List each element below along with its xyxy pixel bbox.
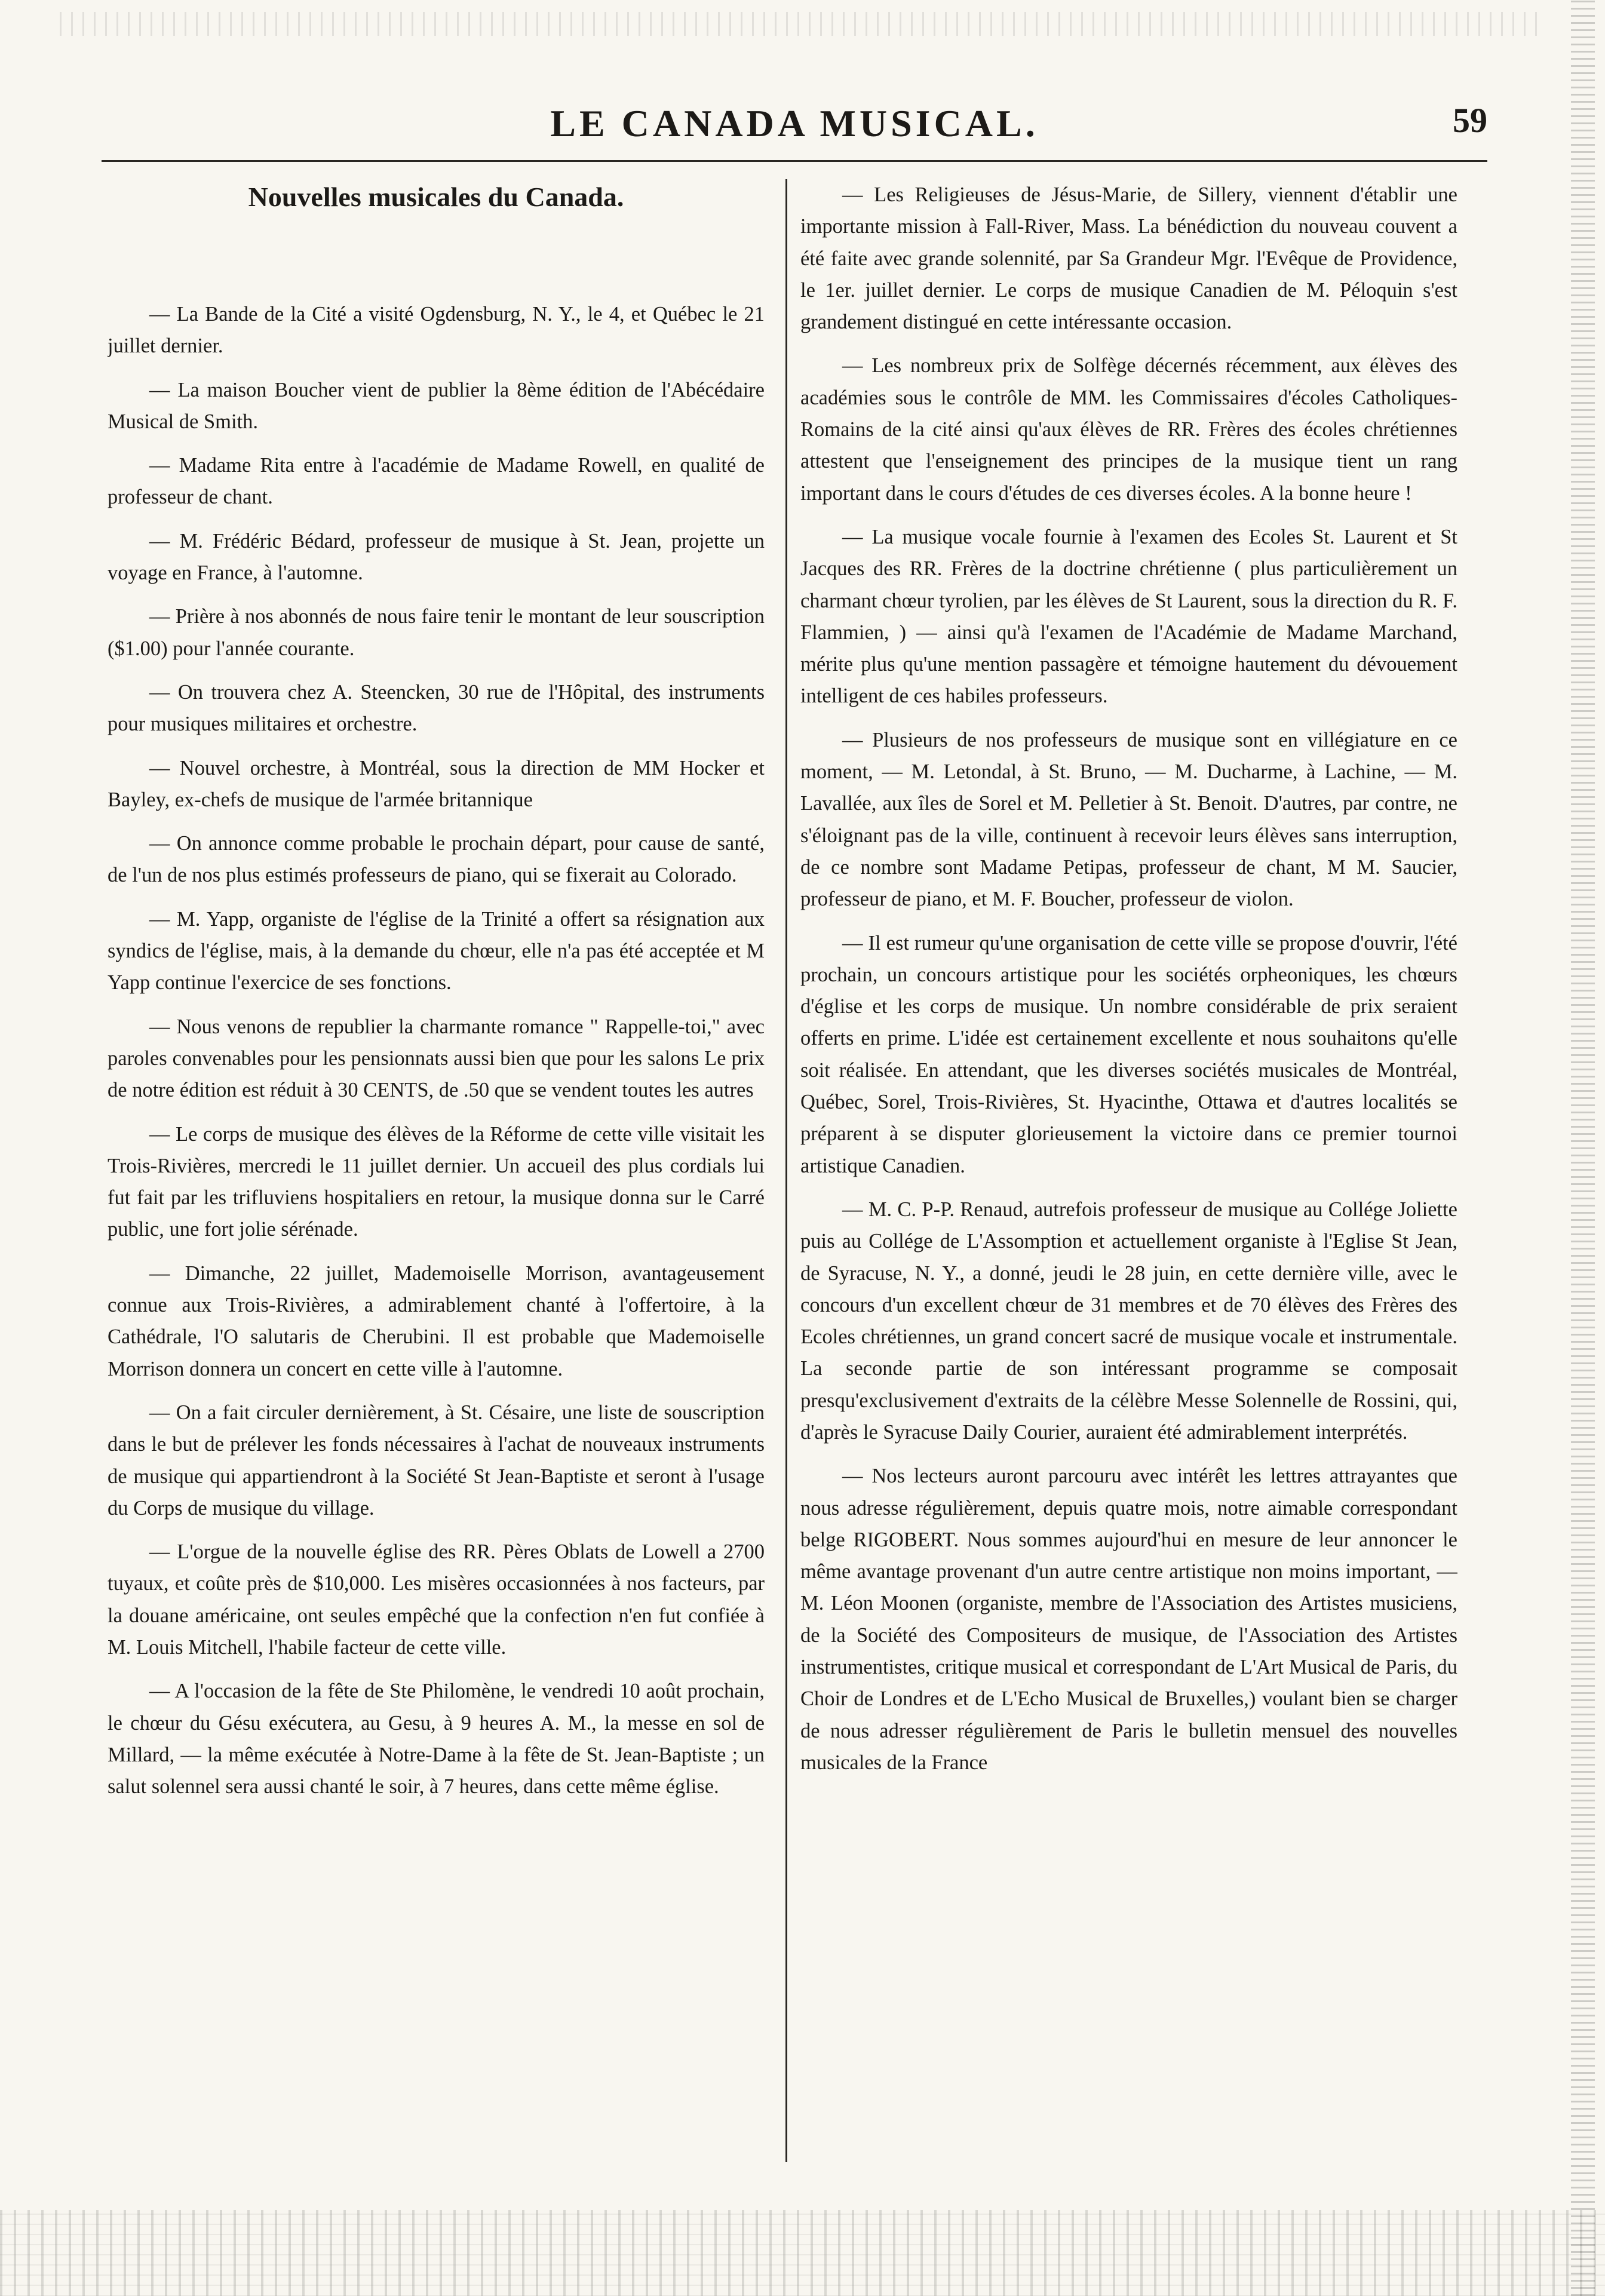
news-item: — On trouvera chez A. Steencken, 30 rue de l'Hôpital, des instruments pour musiques militaires et orchestre. — [108, 680, 765, 736]
news-item: — M. Frédéric Bédard, professeur de musique à St. Jean, projette un voyage en France, à l'automne. — [108, 529, 765, 585]
news-item: — Prière à nos abonnés de nous faire tenir le montant de leur souscription ($1.00) pour l'année courante. — [108, 605, 765, 660]
news-item: — Plusieurs de nos professeurs de musique sont en villégiature en ce moment, — M. Letondal, à St. Bruno, — M. Ducharme, à Lachine, — M. Lavallée, aux îles de Sorel et M. Pelletier à St. Benoit. D'autres, par contre, ne s'éloignant pas de la ville, continuent à recevoir leurs élèves sans interruption, de ce nombre sont Madame Petipas, professeur de chant, M M. Saucier, professeur de piano, et M. F. Boucher, professeur de violon. — [800, 728, 1457, 911]
news-item: — On a fait circuler dernièrement, à St. Césaire, une liste de souscription dans le but de prélever les fonds nécessaires à l'achat de nouveaux instruments de musique qui appartiendront à la Société St Jean-Baptiste et seront à l'usage du Corps de musique du village. — [108, 1401, 765, 1520]
column-divider — [785, 179, 787, 2162]
news-item: — La Bande de la Cité a visité Ogdensburg, N. Y., le 4, et Québec le 21 juillet dernier. — [108, 303, 765, 358]
scan-edge-right — [1571, 0, 1595, 2296]
running-title: LE CANADA MUSICAL. — [550, 102, 1039, 145]
news-item: — Nouvel orchestre, à Montréal, sous la direction de MM Hocker et Bayley, ex-chefs de musique de l'armée britannique — [108, 756, 765, 811]
section-title: Nouvelles musicales du Canada. — [248, 182, 624, 212]
news-item: — Nos lecteurs auront parcouru avec intérêt les lettres attrayantes que nous adresse régulièrement, depuis quatre mois, notre aimable correspondant belge RIGOBERT. Nous sommes aujourd'hui en mesure de leur annoncer le même avantage provenant d'un autre centre artistique non moins important, — M. Léon Moonen (organiste, membre de l'Association des Artistes musiciens, de la Société des Compositeurs de musique, de l'Association des Artistes instrumentistes, critique musical et correspondant de L'Art Musical de Paris, du Choir de Londres et de L'Echo Musical de Bruxelles,) voulant bien se charger de nous adresser régulièrement de Paris le bulletin mensuel des nouvelles musicales de la France — [800, 1465, 1457, 1774]
right-column — [800, 179, 1457, 2150]
news-item: — Madame Rita entre à l'académie de Madame Rowell, en qualité de professeur de chant. — [108, 454, 765, 509]
news-item: — Les nombreux prix de Solfège décernés récemment, aux élèves des académies sous le contrôle de MM. les Commissaires d'écoles Catholiques-Romains de la cité ainsi qu'aux élèves de RR. Frères des écoles chrétiennes attestent que l'enseignement des principes de la musique tient un rang important dans le cours d'études de ces diverses écoles. A la bonne heure ! — [800, 354, 1457, 505]
news-item: — On annonce comme probable le prochain départ, pour cause de santé, de l'un de nos plus estimés professeurs de piano, qui se fixerait au Colorado. — [108, 832, 765, 887]
scan-noise-bottom — [0, 2210, 1605, 2296]
left-column — [108, 179, 765, 2150]
news-item: — Il est rumeur qu'une organisation de cette ville se propose d'ouvrir, l'été prochain, un concours artistique pour les sociétés orpheoniques, les chœurs d'église et les corps de musique. Un nombre considérable de prix seraient offerts en prime. L'idée est certainement excellente et nous souhaitons qu'elle soit réalisée. En attendant, que les diverses sociétés musicales de Montréal, Québec, Sorel, Trois-Rivières, St. Hyacinthe, Ottawa et d'autres localités se préparent à se disputer glorieusement la victoire dans ce premier tournoi artistique Canadien. — [800, 931, 1457, 1177]
news-item: — La maison Boucher vient de publier la 8ème édition de l'Abécédaire Musical de Smith. — [108, 378, 765, 433]
news-item: — M. Yapp, organiste de l'église de la Trinité a offert sa résignation aux syndics de l'église, mais, à la demande du chœur, elle n'a pas été acceptée et M Yapp continue l'exercice de ses fonctions. — [108, 907, 765, 994]
scan-noise-top — [60, 12, 1545, 36]
news-item: — Les Religieuses de Jésus-Marie, de Sillery, viennent d'établir une importante mission à Fall-River, Mass. La bénédiction du nouveau couvent a été faite avec grande solennité, par Sa Grandeur Mgr. l'Evêque de Providence, le 1er. juillet dernier. Le corps de musique Canadien de M. Péloquin s'est grandement distingué en cette intéressante occasion. — [800, 183, 1457, 334]
news-item: — Dimanche, 22 juillet, Mademoiselle Morrison, avantageusement connue aux Trois-Rivières, a admirablement chanté à l'offertoire, à la Cathédrale, l'O salutaris de Cherubini. Il est probable que Mademoiselle Morrison donnera un concert en cette ville à l'automne. — [108, 1261, 765, 1380]
news-item: — L'orgue de la nouvelle église des RR. Pères Oblats de Lowell a 2700 tuyaux, et coûte près de $10,000. Les misères occasionnées à nos facteurs, par la douane américaine, ont seules empêché que la confection n'en fut confiée à M. Louis Mitchell, l'habile facteur de cette ville. — [108, 1540, 765, 1659]
news-item: — La musique vocale fournie à l'examen des Ecoles St. Laurent et St Jacques des RR. Frères de la doctrine chrétienne ( plus particulièrement un charmant chœur tyrolien, par les élèves de St Laurent, sous la direction du R. F. Flammien, ) — ainsi qu'à l'examen de l'Académie de Madame Marchand, mérite plus qu'une mention passagère et témoigne hautement du dévouement intelligent de ces habiles professeurs. — [800, 525, 1457, 708]
news-item: — Nous venons de republier la charmante romance " Rappelle-toi," avec paroles convenables pour les pensionnats aussi bien que pour les salons Le prix de notre édition est réduit à 30 CENTS, de .50 que se vendent toutes les autres — [108, 1015, 765, 1102]
news-item: — M. C. P-P. Renaud, autrefois professeur de musique au Collége Joliette puis au Collége de L'Assomption et actuellement organiste à l'Eglise St Jean, de Syracuse, N. Y., a donné, jeudi le 28 juin, en cette dernière ville, avec le concours d'un excellent chœur de 31 membres et de 70 élèves des Frères des Ecoles chrétiennes, un grand concert sacré de musique vocale et instrumentale. La seconde partie de son intéressant programme se composait presqu'exclusivement d'extraits de la célèbre Messe Solennelle de Rossini, qui, d'après le Syracuse Daily Courier, auraient été admirablement interprétés. — [800, 1198, 1457, 1444]
news-item: — Le corps de musique des élèves de la Réforme de cette ville visitait les Trois-Rivières, mercredi le 11 juillet dernier. Un accueil des plus cordials lui fut fait par les trifluviens hospitaliers en retour, la musique donna sur le Carré public, une fort jolie sérénade. — [108, 1122, 765, 1241]
page-number: 59 — [1453, 101, 1487, 140]
news-item: — A l'occasion de la fête de Ste Philomène, le vendredi 10 août prochain, le chœur du Gésu exécutera, au Gesu, à 9 heures A. M., la messe en sol de Millard, — la même exécutée à Notre-Dame à la fête de St. Jean-Baptiste ; un salut solennel sera aussi chanté le soir, à 7 heures, dans cette même église. — [108, 1680, 765, 1798]
header-rule — [102, 160, 1487, 162]
page-header — [102, 96, 1487, 161]
